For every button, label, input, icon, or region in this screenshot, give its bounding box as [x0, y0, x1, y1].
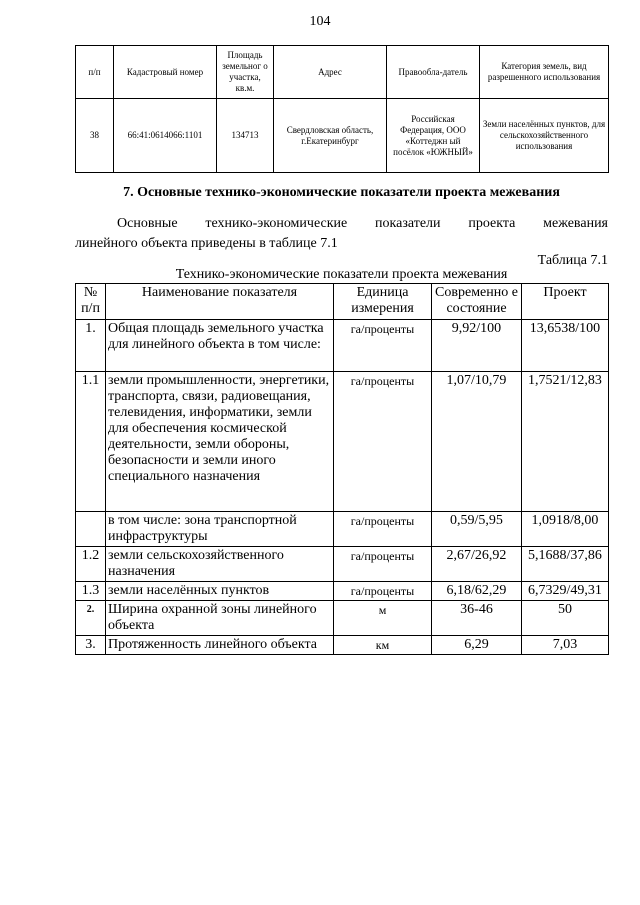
- indicator-name: Протяженность линейного объекта: [106, 636, 334, 655]
- cadastre-header-cell: Адрес: [274, 46, 387, 99]
- cadastre-cell: Земли населённых пунктов, для сельскохозяйственного использования: [480, 99, 609, 173]
- table-row: [76, 320, 609, 372]
- project-value: 7,03: [522, 636, 609, 655]
- indicators-header-row: [76, 284, 609, 320]
- header-cell: Единица измерения: [334, 284, 432, 320]
- project-value: 6,7329/49,31: [522, 582, 609, 601]
- project-value: 1,7521/12,83: [522, 372, 609, 512]
- table-row: [76, 601, 609, 636]
- cadastre-cell: 134713: [217, 99, 274, 173]
- paragraph-line: Основные технико-экономические показатели проекта межевания: [117, 216, 608, 231]
- current-value: 6,29: [432, 636, 522, 655]
- unit-cell: га/проценты: [334, 547, 432, 582]
- table-row: [76, 582, 609, 601]
- cadastre-header-cell: Правообла-датель: [387, 46, 480, 99]
- cadastre-table: [75, 45, 609, 173]
- cadastre-header-row: [76, 46, 609, 99]
- cadastre-cell: 66:41:0614066:1101: [114, 99, 217, 173]
- row-number: 1.1: [76, 372, 106, 512]
- cadastre-header-cell: п/п: [76, 46, 114, 99]
- cadastre-cell: Свердловская область, г.Екатеринбург: [274, 99, 387, 173]
- indicator-name: земли населённых пунктов: [106, 582, 334, 601]
- page-number: 104: [309, 14, 331, 29]
- unit-cell: м: [334, 601, 432, 636]
- cadastre-cell: Российская Федерация, ООО «Коттеджн ый посёлок «ЮЖНЫЙ»: [387, 99, 480, 173]
- cadastre-header-cell: Кадастровый номер: [114, 46, 217, 99]
- project-value: 13,6538/100: [522, 320, 609, 372]
- current-value: 9,92/100: [432, 320, 522, 372]
- section-title: 7. Основные технико-экономические показатели проекта межевания: [123, 185, 560, 200]
- header-cell: Наименование показателя: [106, 284, 334, 320]
- current-value: 6,18/62,29: [432, 582, 522, 601]
- row-number: 2.: [76, 601, 106, 636]
- paragraph-line: линейного объекта приведены в таблице 7.1: [75, 236, 338, 251]
- table-row: [76, 512, 609, 547]
- unit-cell: км: [334, 636, 432, 655]
- project-value: 1,0918/8,00: [522, 512, 609, 547]
- current-value: 1,07/10,79: [432, 372, 522, 512]
- row-number: 1.3: [76, 582, 106, 601]
- cadastre-cell: 38: [76, 99, 114, 173]
- indicator-name: земли промышленности, энергетики, транспорта, связи, радиовещания, телевидения, информатики, земли для обеспечения космической деятельности, земли обороны, безопасности и земли иного специального назначения: [106, 372, 334, 512]
- row-number: 1.: [76, 320, 106, 372]
- header-cell: Современно е состояние: [432, 284, 522, 320]
- cadastre-header-cell: Площадь земельног о участка, кв.м.: [217, 46, 274, 99]
- header-cell: № п/п: [76, 284, 106, 320]
- table-number: Таблица 7.1: [537, 253, 608, 268]
- unit-cell: га/проценты: [334, 320, 432, 372]
- indicator-name: в том числе: зона транспортной инфраструктуры: [106, 512, 334, 547]
- current-value: 0,59/5,95: [432, 512, 522, 547]
- current-value: 2,67/26,92: [432, 547, 522, 582]
- row-number: 1.2: [76, 547, 106, 582]
- header-cell: Проект: [522, 284, 609, 320]
- table-row: [76, 547, 609, 582]
- unit-cell: га/проценты: [334, 582, 432, 601]
- project-value: 5,1688/37,86: [522, 547, 609, 582]
- indicator-name: Ширина охранной зоны линейного объекта: [106, 601, 334, 636]
- table-row: [76, 636, 609, 655]
- unit-cell: га/проценты: [334, 512, 432, 547]
- project-value: 50: [522, 601, 609, 636]
- cadastre-header-cell: Категория земель, вид разрешенного использования: [480, 46, 609, 99]
- indicators-table: [75, 283, 609, 655]
- table-row: [76, 372, 609, 512]
- cadastre-row: [76, 99, 609, 173]
- table-caption: Технико-экономические показатели проекта межевания: [175, 267, 508, 282]
- indicator-name: земли сельскохозяйственного назначения: [106, 547, 334, 582]
- current-value: 36-46: [432, 601, 522, 636]
- unit-cell: га/проценты: [334, 372, 432, 512]
- row-number: [76, 512, 106, 547]
- indicator-name: Общая площадь земельного участка для линейного объекта в том числе:: [106, 320, 334, 372]
- row-number: 3.: [76, 636, 106, 655]
